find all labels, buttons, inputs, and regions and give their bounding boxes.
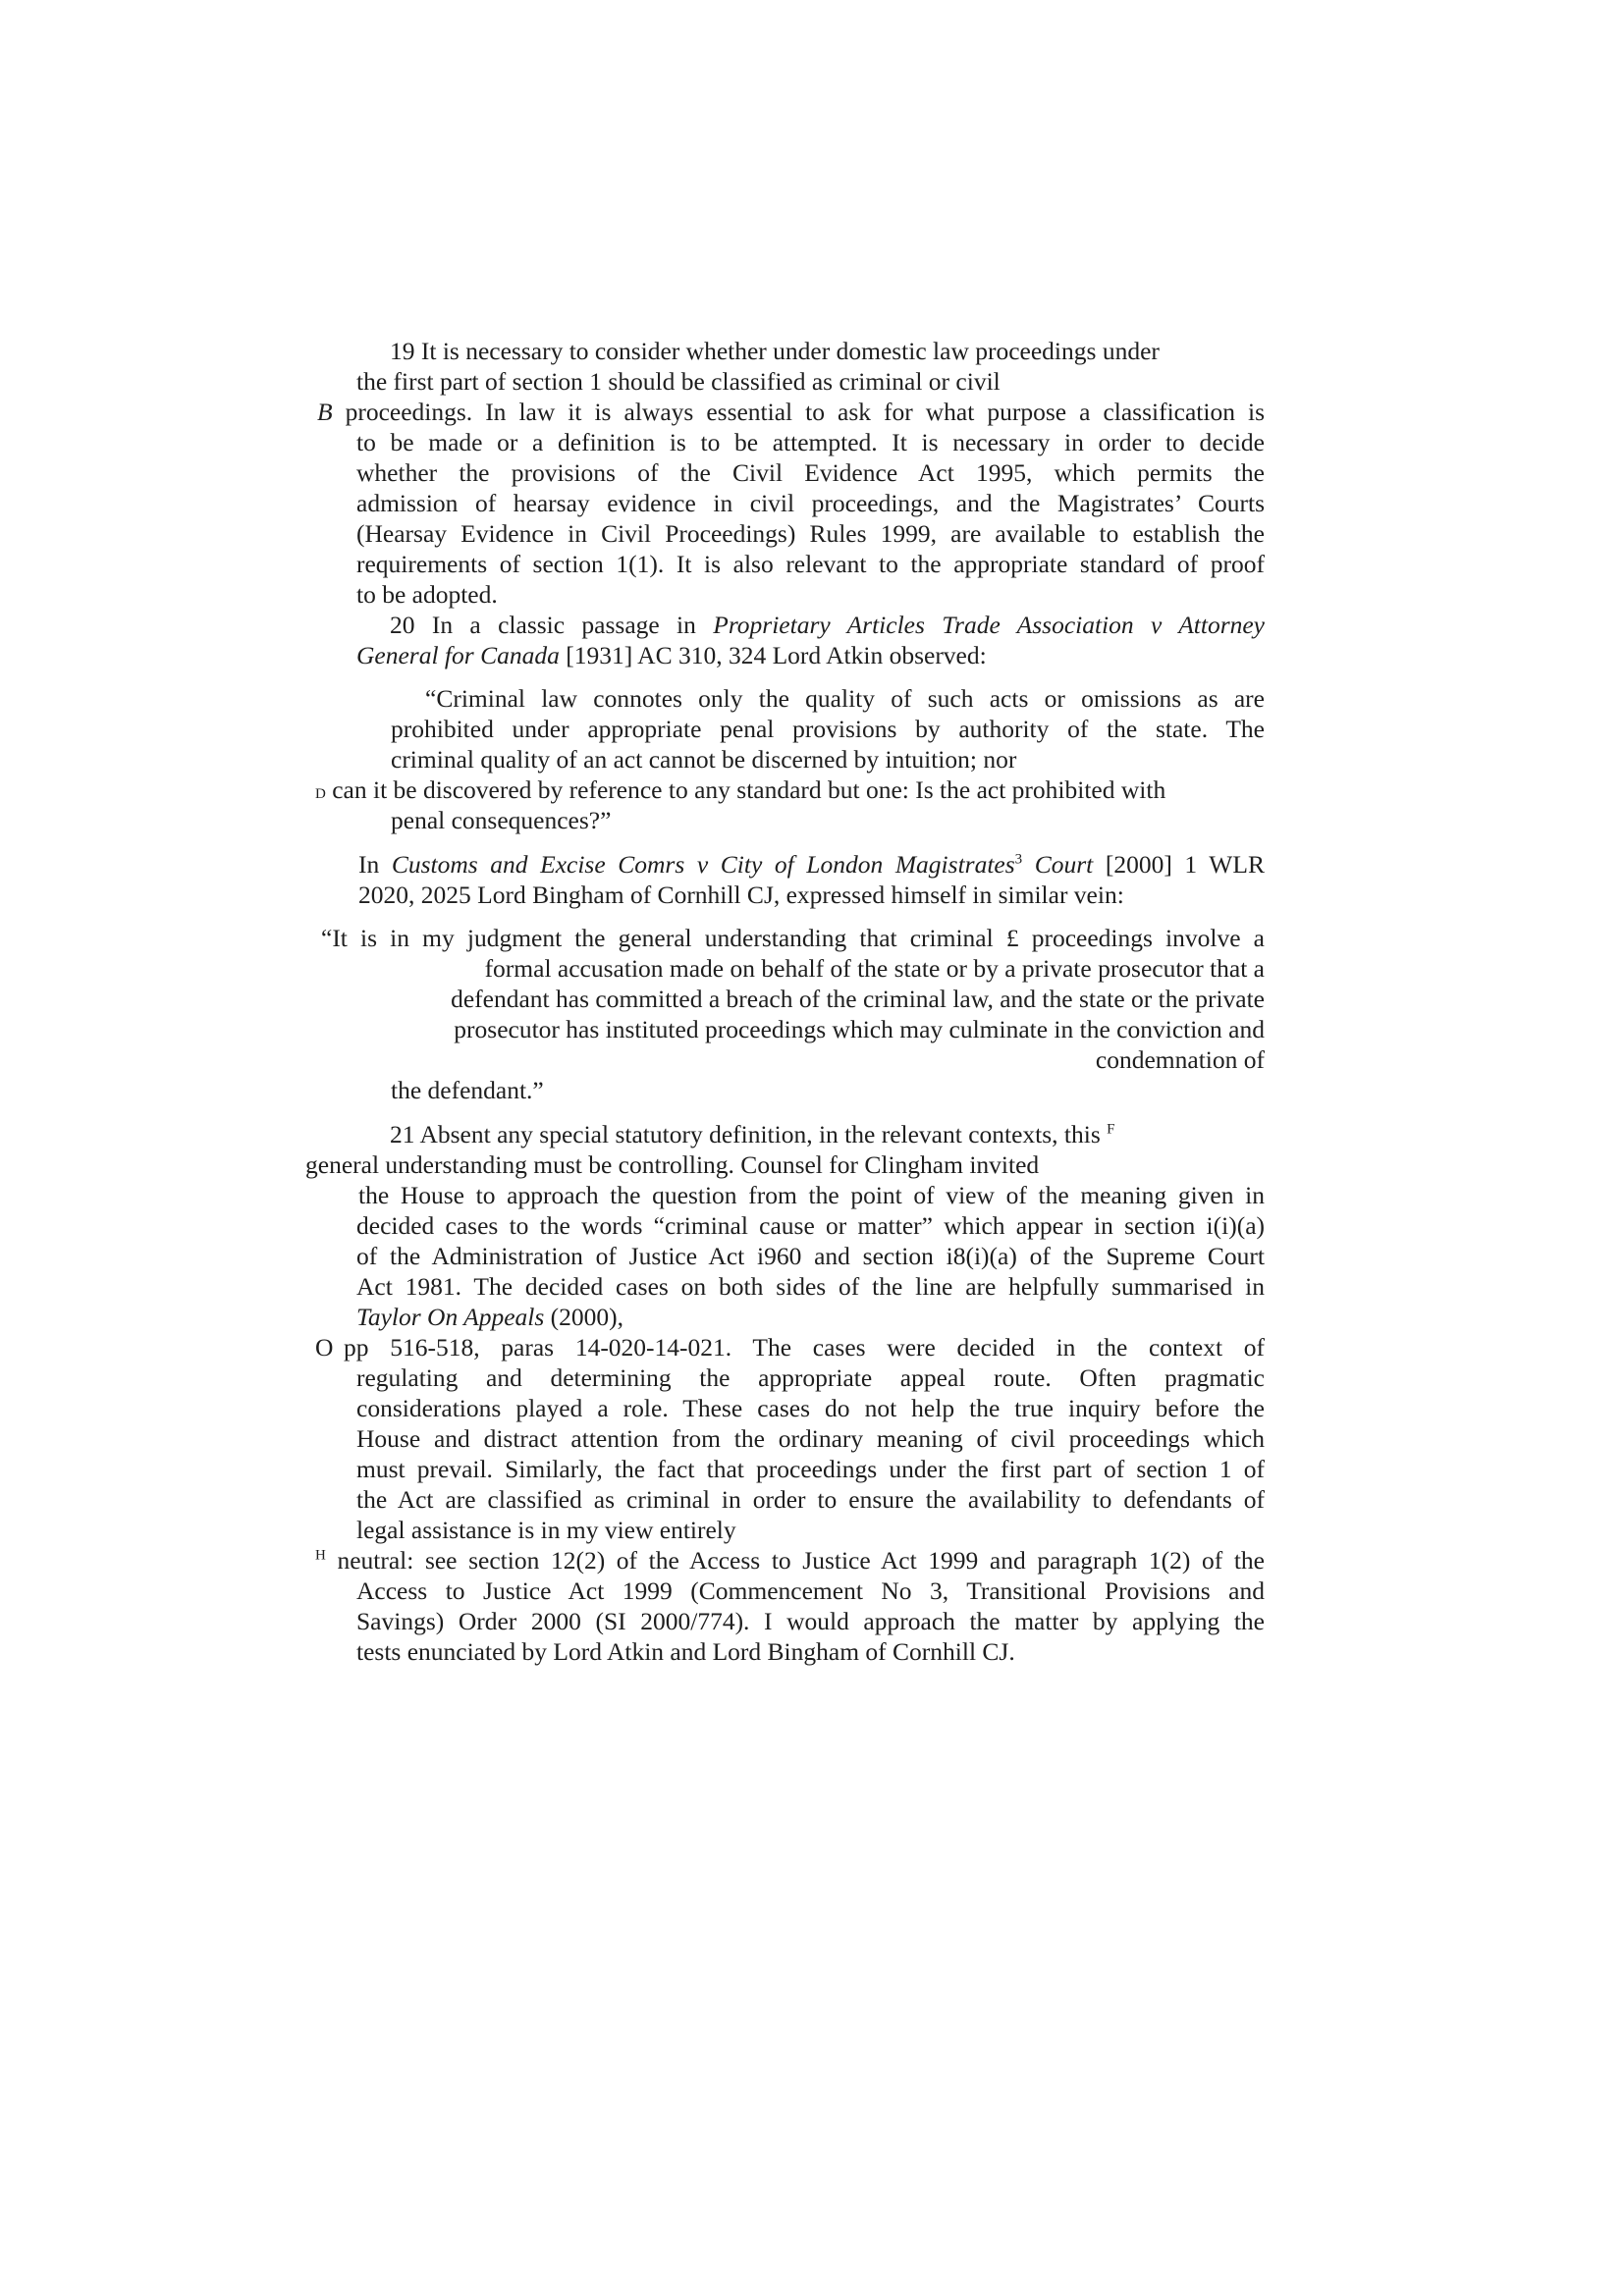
text: “It is in my judgment the general understanding that criminal £ proceedings involve a xyxy=(321,924,1265,952)
text: admission of hearsay evidence in civil proceedings, and the Magistrates’ Courts xyxy=(356,489,1265,517)
text: prohibited under appropriate penal provisions by authority of the state. The xyxy=(391,715,1265,743)
para-21-line-15 xyxy=(315,1545,1265,1575)
text: to be adopted. xyxy=(356,580,498,609)
text: the House to approach the question from the point of view of the meaning given in xyxy=(358,1181,1265,1209)
para-19-line-8 xyxy=(356,549,1265,579)
text: of the Administration of Justice Act i960 and section i8(i)(a) of the Supreme Court xyxy=(356,1242,1265,1270)
para-21-line-11 xyxy=(356,1423,1265,1454)
text: 20 In a classic passage in xyxy=(390,611,714,639)
text: decided cases to the words “criminal cause or matter” which appear in section i(i)(a) xyxy=(356,1211,1265,1240)
text: the Act are classified as criminal in order to ensure the availability to defendants of xyxy=(356,1485,1265,1514)
para-21-line-6 xyxy=(356,1271,1265,1302)
quote-atkin-line-3 xyxy=(391,744,1016,774)
text: condemnation of xyxy=(1095,1045,1265,1074)
para-19-line-9 xyxy=(356,579,498,610)
text: legal assistance is in my view entirely xyxy=(356,1516,736,1544)
text: 2020, 2025 Lord Bingham of Cornhill CJ, expressed himself in similar vein: xyxy=(358,881,1124,909)
para-21-line-18 xyxy=(356,1636,1015,1667)
quote-bingham-line-4 xyxy=(353,1014,1265,1044)
para-19-line-4 xyxy=(356,427,1265,457)
margin-marker: O xyxy=(315,1333,334,1362)
text: to be made or a definition is to be attempted. It is necessary in order to decide xyxy=(356,428,1265,456)
text: Savings) Order 2000 (SI 2000/774). I would approach the matter by applying the xyxy=(356,1607,1265,1635)
citation-line-1 xyxy=(358,849,1265,880)
quote-atkin-line-5 xyxy=(391,805,611,835)
text: House and distract attention from the ordinary meaning of civil proceedings which xyxy=(356,1424,1265,1453)
margin-marker: F xyxy=(1107,1121,1115,1138)
text: can it be discovered by reference to any standard but one: Is the act prohibited with xyxy=(325,775,1166,804)
para-21-line-1 xyxy=(390,1119,1114,1149)
margin-marker: B xyxy=(317,398,333,426)
text: defendant has committed a breach of the criminal law, and the state or the private xyxy=(451,985,1265,1013)
text: criminal quality of an act cannot be discerned by intuition; nor xyxy=(391,745,1017,774)
text: prosecutor has instituted proceedings which may culminate in the conviction and xyxy=(454,1015,1265,1043)
para-21-line-8 xyxy=(344,1332,1265,1362)
text: proceedings. In law it is always essential to ask for what purpose a classification is xyxy=(332,398,1265,426)
text: general understanding must be controlling. Counsel for Clingham invited xyxy=(305,1150,1040,1179)
para-19-line-2 xyxy=(356,366,1001,397)
text: formal accusation made on behalf of the state or by a private prosecutor that a xyxy=(484,954,1265,983)
para-19-line-3 xyxy=(317,397,1265,427)
footnote-marker: 3 xyxy=(1014,851,1023,868)
text: requirements of section 1(1). It is also relevant to the appropriate standard of proof xyxy=(356,550,1265,578)
para-19-line-6 xyxy=(356,488,1265,518)
para-21-line-10 xyxy=(356,1393,1265,1423)
text: the defendant.” xyxy=(391,1076,544,1104)
text: considerations played a role. These cases do not help the true inquiry before the xyxy=(356,1394,1265,1422)
quote-atkin-line-2 xyxy=(391,714,1265,744)
text: [2000] 1 WLR xyxy=(1093,850,1265,879)
text: “Criminal law connotes only the quality of such acts or omissions as are xyxy=(425,684,1265,713)
quote-bingham-line-1 xyxy=(321,923,1265,953)
citation-line-2 xyxy=(358,880,1124,910)
text: [1931] AC 310, 324 Lord Atkin observed: xyxy=(559,641,987,669)
margin-marker: D xyxy=(315,786,326,802)
text: tests enunciated by Lord Atkin and Lord Bingham of Cornhill CJ. xyxy=(356,1637,1015,1666)
case-name: Court xyxy=(1022,850,1094,879)
text: (2000), xyxy=(544,1303,624,1331)
para-21-line-7 xyxy=(356,1302,623,1332)
para-21-line-4 xyxy=(356,1210,1265,1241)
para-21-line-5 xyxy=(356,1241,1265,1271)
quote-bingham-line-3 xyxy=(353,984,1265,1014)
quote-bingham-line-2 xyxy=(353,953,1265,984)
para-21-line-16 xyxy=(356,1575,1265,1606)
text: Access to Justice Act 1999 (Commencement No 3, Transitional Provisions and xyxy=(356,1576,1265,1605)
para-20-line-2 xyxy=(356,640,987,670)
para-21-line-13 xyxy=(356,1484,1265,1515)
para-19-line-7 xyxy=(356,518,1265,549)
case-name: General for Canada xyxy=(356,641,560,669)
book-title: Taylor On Appeals xyxy=(356,1303,545,1331)
text: Act 1981. The decided cases on both sides of the line are helpfully summarised in xyxy=(356,1272,1265,1301)
quote-bingham-line-5 xyxy=(353,1044,1265,1075)
margin-marker: H xyxy=(315,1547,326,1564)
text: the first part of section 1 should be classified as criminal or civil xyxy=(356,367,1001,396)
text: pp 516-518, paras 14-020-14-021. The cases were decided in the context of xyxy=(344,1333,1265,1362)
text: neutral: see section 12(2) of the Access to Justice Act 1999 and paragraph 1(2) of the xyxy=(325,1546,1265,1575)
text: (Hearsay Evidence in Civil Proceedings) Rules 1999, are available to establish the xyxy=(356,519,1265,548)
para-21-line-17 xyxy=(356,1606,1265,1636)
case-name: Proprietary Articles Trade Association v Attorney xyxy=(713,611,1266,639)
text: penal consequences?” xyxy=(391,806,612,834)
quote-bingham-line-6 xyxy=(391,1075,544,1105)
text: must prevail. Similarly, the fact that proceedings under the first part of section 1 of xyxy=(356,1455,1265,1483)
case-name: Customs and Excise Comrs v City of London Magistrates xyxy=(391,850,1015,879)
para-19-line-5 xyxy=(356,457,1265,488)
quote-atkin-line-1 xyxy=(425,683,1265,714)
para-21-line-14 xyxy=(356,1515,736,1545)
para-21-line-12 xyxy=(356,1454,1265,1484)
text: whether the provisions of the Civil Evidence Act 1995, which permits the xyxy=(356,458,1265,487)
para-19-line-1 xyxy=(390,336,1265,366)
para-21-line-9 xyxy=(356,1362,1265,1393)
text: In xyxy=(358,850,392,879)
para-21-line-3 xyxy=(358,1180,1265,1210)
para-20-line-1 xyxy=(390,610,1265,640)
text: 19 It is necessary to consider whether under domestic law proceedings under xyxy=(390,337,1160,365)
para-21-margin-marker-o xyxy=(315,1332,339,1362)
text: regulating and determining the appropriate appeal route. Often pragmatic xyxy=(356,1363,1265,1392)
text: 21 Absent any special statutory definition, in the relevant contexts, this xyxy=(390,1120,1101,1148)
para-21-line-2 xyxy=(305,1149,1039,1180)
